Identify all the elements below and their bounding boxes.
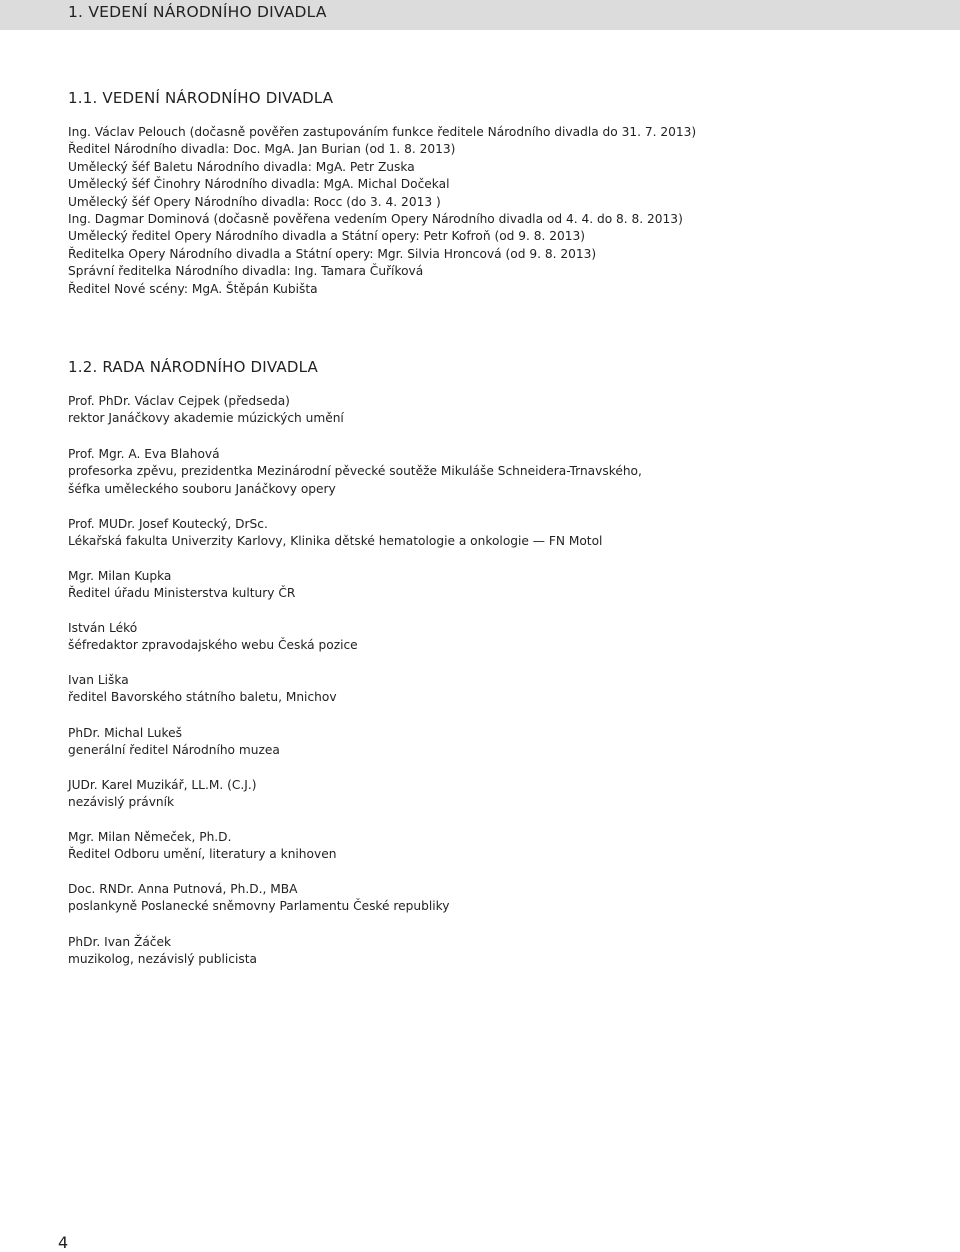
member-role: Ředitel úřadu Ministerstva kultury ČR (68, 586, 296, 601)
section-heading-management: 1.1. VEDENÍ NÁRODNÍHO DIVADLA (68, 89, 334, 107)
council-member (68, 725, 948, 760)
member-role: šéfka uměleckého souboru Janáčkovy opery (68, 481, 336, 496)
management-line: Ing. Dagmar Dominová (dočasně pověřena vedením Opery Národního divadla od 4. 4. do 8. 8. 2013) (68, 212, 683, 227)
member-name: Prof. MUDr. Josef Koutecký, DrSc. (68, 517, 268, 531)
management-line: Ing. Václav Pelouch (dočasně pověřen zastupováním funkce ředitele Národního divadla do 31. 7. 2013) (68, 125, 697, 139)
council-member (68, 393, 948, 428)
council-member (68, 568, 948, 603)
member-name: Doc. RNDr. Anna Putnová, Ph.D., MBA (68, 882, 298, 896)
page-header-title: 1. VEDENÍ NÁRODNÍHO DIVADLA (68, 3, 327, 21)
member-name: Mgr. Milan Kupka (68, 569, 172, 583)
council-member (68, 620, 948, 655)
management-line: Ředitel Nové scény: MgA. Štěpán Kubišta (68, 281, 318, 296)
member-role: Lékařská fakulta Univerzity Karlovy, Klinika dětské hematologie a onkologie — FN Motol (68, 534, 603, 549)
member-name: JUDr. Karel Muzikář, LL.M. (C.J.) (68, 778, 257, 792)
council-member (68, 881, 948, 916)
council-member (68, 829, 948, 864)
council-member (68, 777, 948, 812)
management-line: Umělecký ředitel Opery Národního divadla a Státní opery: Petr Kofroň (od 9. 8. 2013) (68, 229, 586, 244)
member-name: Prof. Mgr. A. Eva Blahová (68, 447, 220, 461)
council-member (68, 516, 948, 551)
council-member (68, 672, 948, 707)
member-role: poslankyně Poslanecké sněmovny Parlamentu České republiky (68, 899, 450, 914)
member-role: profesorka zpěvu, prezidentka Mezinárodní pěvecké soutěže Mikuláše Schneidera-Trnavského, (68, 464, 642, 479)
member-role: šéfredaktor zpravodajského webu Česká pozice (68, 638, 358, 653)
member-role: rektor Janáčkovy akademie múzických umění (68, 411, 344, 426)
management-line: Ředitel Národního divadla: Doc. MgA. Jan Burian (od 1. 8. 2013) (68, 142, 456, 157)
management-line: Ředitelka Opery Národního divadla a Státní opery: Mgr. Silvia Hroncová (od 9. 8. 2013) (68, 246, 597, 261)
management-line: Umělecký šéf Baletu Národního divadla: MgA. Petr Zuska (68, 159, 415, 174)
member-role: nezávislý právník (68, 795, 175, 810)
management-line: Umělecký šéf Opery Národního divadla: Rocc (do 3. 4. 2013 ) (68, 194, 441, 209)
member-name: Prof. PhDr. Václav Cejpek (předseda) (68, 394, 290, 408)
management-line: Umělecký šéf Činohry Národního divadla: MgA. Michal Dočekal (68, 177, 450, 192)
member-name: PhDr. Michal Lukeš (68, 726, 182, 740)
management-line: Správní ředitelka Národního divadla: Ing. Tamara Čuříková (68, 264, 424, 279)
member-name: Ivan Liška (68, 673, 129, 687)
page-header (0, 0, 960, 30)
section-heading-council: 1.2. RADA NÁRODNÍHO DIVADLA (68, 358, 318, 376)
member-role: generální ředitel Národního muzea (68, 743, 280, 758)
member-name: István Lékó (68, 621, 138, 635)
council-member (68, 446, 948, 498)
page-number: 4 (58, 1233, 69, 1252)
member-role: muzikolog, nezávislý publicista (68, 952, 257, 967)
member-role: Ředitel Odboru umění, literatury a knihoven (68, 847, 337, 862)
member-name: PhDr. Ivan Žáček (68, 935, 172, 949)
member-name: Mgr. Milan Němeček, Ph.D. (68, 830, 232, 844)
management-list (68, 124, 948, 298)
council-member (68, 934, 948, 969)
member-role: ředitel Bavorského státního baletu, Mnichov (68, 690, 337, 705)
